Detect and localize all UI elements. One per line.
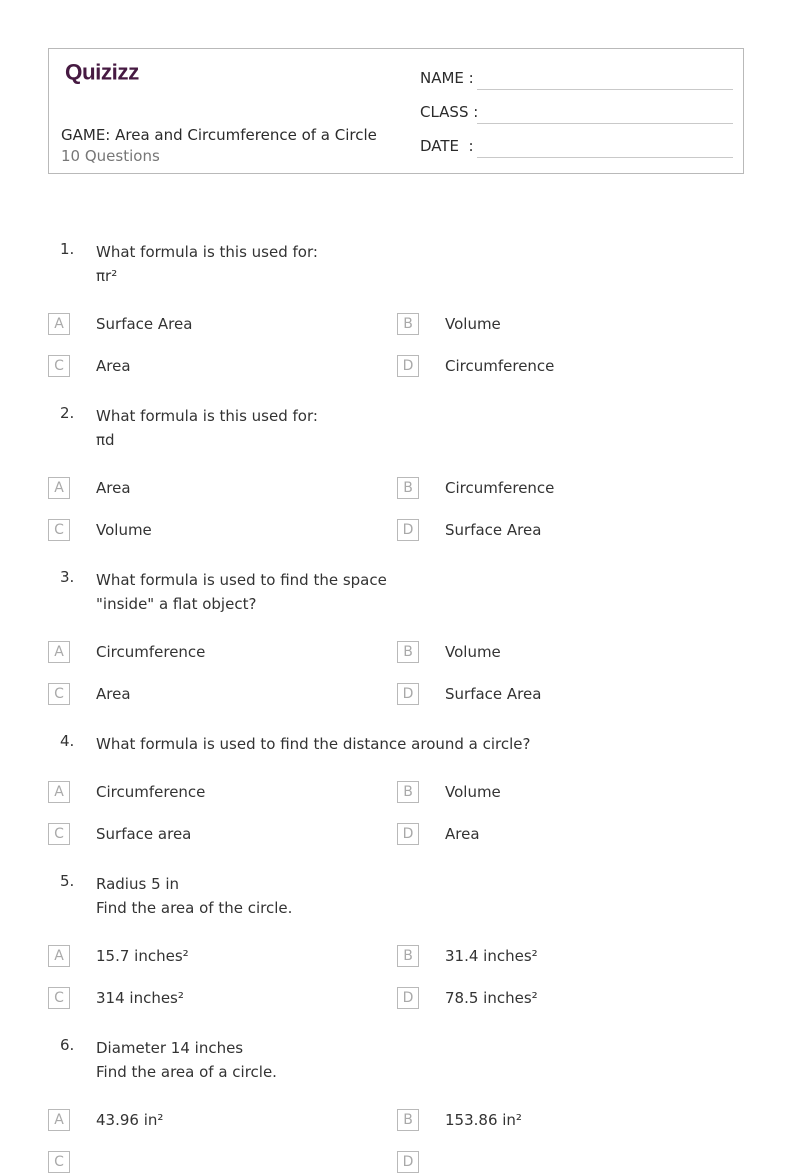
option-letter-box[interactable]: C bbox=[48, 519, 70, 541]
option-letter-box[interactable]: C bbox=[48, 355, 70, 377]
option-letter-box[interactable]: B bbox=[397, 641, 419, 663]
class-label: CLASS : bbox=[420, 103, 479, 121]
option-letter-box[interactable]: B bbox=[397, 1109, 419, 1131]
option-text: Area bbox=[445, 825, 480, 843]
option-text: Surface Area bbox=[445, 521, 542, 539]
question-number: 6. bbox=[60, 1036, 75, 1054]
option-letter-box[interactable]: B bbox=[397, 477, 419, 499]
option-text: Circumference bbox=[445, 357, 555, 375]
svg-text:Quizizz: Quizizz bbox=[65, 59, 139, 85]
option-text: Volume bbox=[96, 521, 152, 539]
game-title: GAME: Area and Circumference of a Circle bbox=[61, 126, 377, 144]
question-text: Radius 5 in Find the area of the circle. bbox=[96, 875, 293, 917]
option-letter-box[interactable]: C bbox=[48, 823, 70, 845]
option-letter-box[interactable]: B bbox=[397, 313, 419, 335]
option-text: Surface Area bbox=[96, 315, 193, 333]
date-field[interactable] bbox=[477, 157, 733, 158]
option-text: 153.86 in² bbox=[445, 1111, 522, 1129]
option-letter-box[interactable]: A bbox=[48, 641, 70, 663]
option-letter-box[interactable]: A bbox=[48, 477, 70, 499]
question-text: What formula is used to find the distance around a circle? bbox=[96, 735, 531, 753]
question-number: 3. bbox=[60, 568, 75, 586]
option-letter-box[interactable]: B bbox=[397, 781, 419, 803]
option-text: Volume bbox=[445, 783, 501, 801]
question-number: 5. bbox=[60, 872, 75, 890]
question-text: What formula is this used for: πd bbox=[96, 407, 318, 449]
option-letter-box[interactable]: D bbox=[397, 1151, 419, 1173]
option-text: 78.5 inches² bbox=[445, 989, 538, 1007]
option-text: 43.96 in² bbox=[96, 1111, 164, 1129]
option-letter-box[interactable]: A bbox=[48, 1109, 70, 1131]
option-text: Surface area bbox=[96, 825, 192, 843]
question-number: 4. bbox=[60, 732, 75, 750]
option-text: Circumference bbox=[96, 783, 206, 801]
worksheet-header bbox=[48, 48, 744, 174]
option-text: Volume bbox=[445, 643, 501, 661]
option-letter-box[interactable]: A bbox=[48, 313, 70, 335]
question-number: 1. bbox=[60, 240, 75, 258]
option-text: Circumference bbox=[96, 643, 206, 661]
option-letter-box[interactable]: C bbox=[48, 987, 70, 1009]
option-text: Area bbox=[96, 479, 131, 497]
option-letter-box[interactable]: D bbox=[397, 823, 419, 845]
option-text: 314 inches² bbox=[96, 989, 184, 1007]
option-letter-box[interactable]: D bbox=[397, 683, 419, 705]
option-letter-box[interactable]: A bbox=[48, 945, 70, 967]
option-letter-box[interactable]: C bbox=[48, 683, 70, 705]
option-letter-box[interactable]: D bbox=[397, 355, 419, 377]
name-label: NAME : bbox=[420, 69, 474, 87]
option-text: Area bbox=[96, 685, 131, 703]
question-number: 2. bbox=[60, 404, 75, 422]
option-text: 15.7 inches² bbox=[96, 947, 189, 965]
option-letter-box[interactable]: B bbox=[397, 945, 419, 967]
name-field[interactable] bbox=[477, 89, 733, 90]
option-text: 31.4 inches² bbox=[445, 947, 538, 965]
question-text: What formula is this used for: πr² bbox=[96, 243, 318, 285]
class-field[interactable] bbox=[477, 123, 733, 124]
option-letter-box[interactable]: C bbox=[48, 1151, 70, 1173]
option-text: Volume bbox=[445, 315, 501, 333]
option-text: Area bbox=[96, 357, 131, 375]
option-letter-box[interactable]: A bbox=[48, 781, 70, 803]
option-text: Surface Area bbox=[445, 685, 542, 703]
date-label: DATE : bbox=[420, 137, 474, 155]
option-text: Circumference bbox=[445, 479, 555, 497]
question-text: Diameter 14 inches Find the area of a circle. bbox=[96, 1039, 277, 1081]
question-count: 10 Questions bbox=[61, 147, 160, 165]
quizizz-logo bbox=[61, 59, 181, 87]
question-text: What formula is used to find the space "inside" a flat object? bbox=[96, 571, 387, 613]
option-letter-box[interactable]: D bbox=[397, 519, 419, 541]
option-letter-box[interactable]: D bbox=[397, 987, 419, 1009]
